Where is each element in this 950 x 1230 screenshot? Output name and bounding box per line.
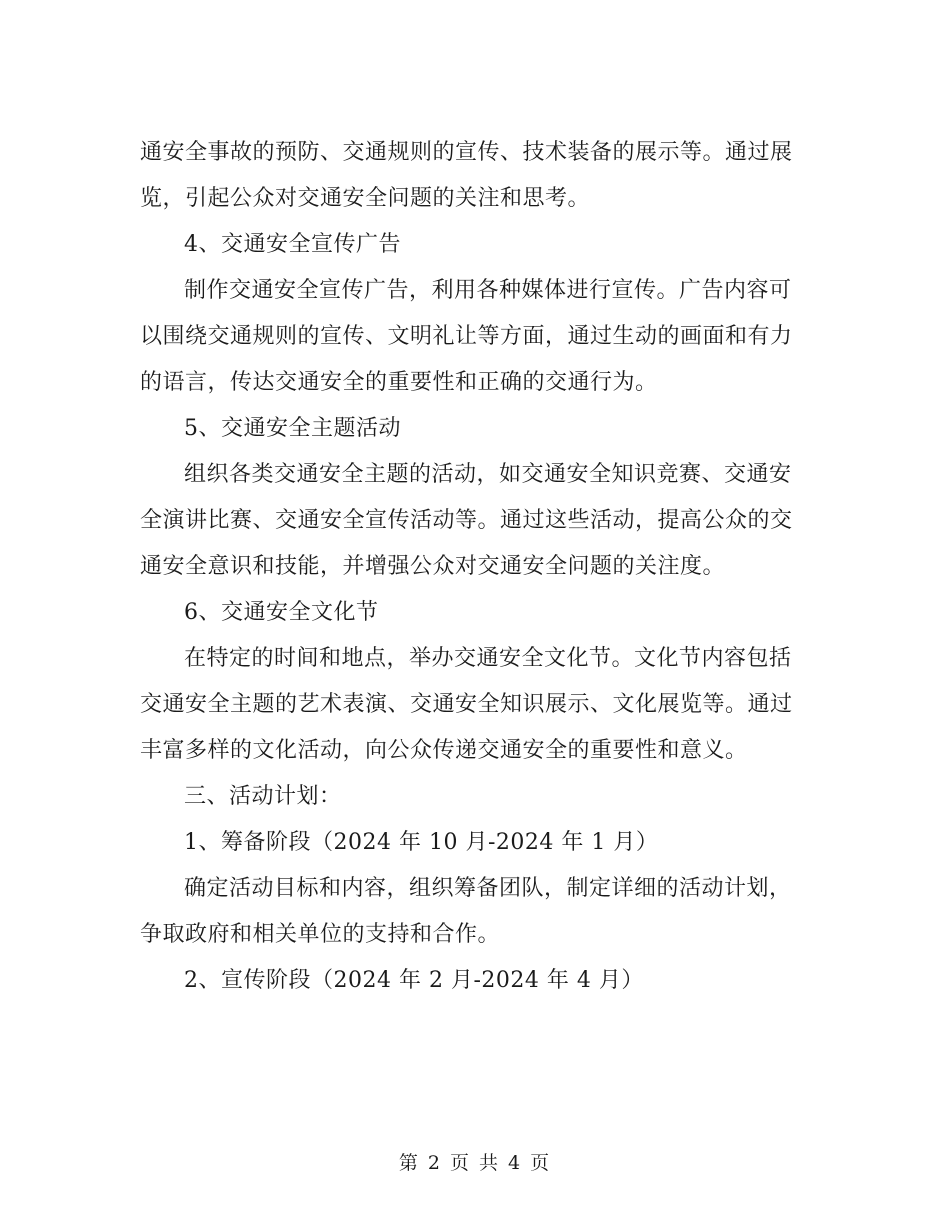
paragraph-ads: 制作交通安全宣传广告，利用各种媒体进行宣传。广告内容可以围绕交通规则的宣传、文明礼让等方面，通过生动的画面和有力的语言，传达交通安全的重要性和正确的交通行为。 — [140, 278, 793, 395]
heading-stage-1-preparation: 1、筹备阶段（2024 年 10 月-2024 年 1 月） — [184, 830, 659, 855]
section-heading-activity-plan: 三、活动计划： — [184, 784, 342, 809]
paragraph-culture-festival: 在特定的时间和地点，举办交通安全文化节。文化节内容包括交通安全主题的艺术表演、交通安全知识展示、文化展览等。通过丰富多样的文化活动，向公众传递交通安全的重要性和意义。 — [140, 646, 793, 763]
heading-stage-2-promotion: 2、宣传阶段（2024 年 2 月-2024 年 4 月） — [184, 968, 644, 993]
heading-item-4-ads: 4、交通安全宣传广告 — [184, 232, 401, 257]
heading-item-5-theme-activities: 5、交通安全主题活动 — [184, 416, 401, 441]
page-number-footer: 第 2 页 共 4 页 — [398, 1152, 552, 1174]
paragraph-preparation: 确定活动目标和内容，组织筹备团队，制定详细的活动计划，争取政府和相关单位的支持和合作。 — [140, 876, 792, 947]
paragraph-exhibition-continued: 通安全事故的预防、交通规则的宣传、技术装备的展示等。通过展览，引起公众对交通安全问题的关注和思考。 — [140, 140, 793, 211]
paragraph-theme-activities: 组织各类交通安全主题的活动，如交通安全知识竞赛、交通安全演讲比赛、交通安全宣传活动等。通过这些活动，提高公众的交通安全意识和技能，并增强公众对交通安全问题的关注度。 — [140, 462, 793, 579]
document-body — [140, 130, 800, 1004]
heading-item-6-culture-festival: 6、交通安全文化节 — [184, 600, 379, 625]
